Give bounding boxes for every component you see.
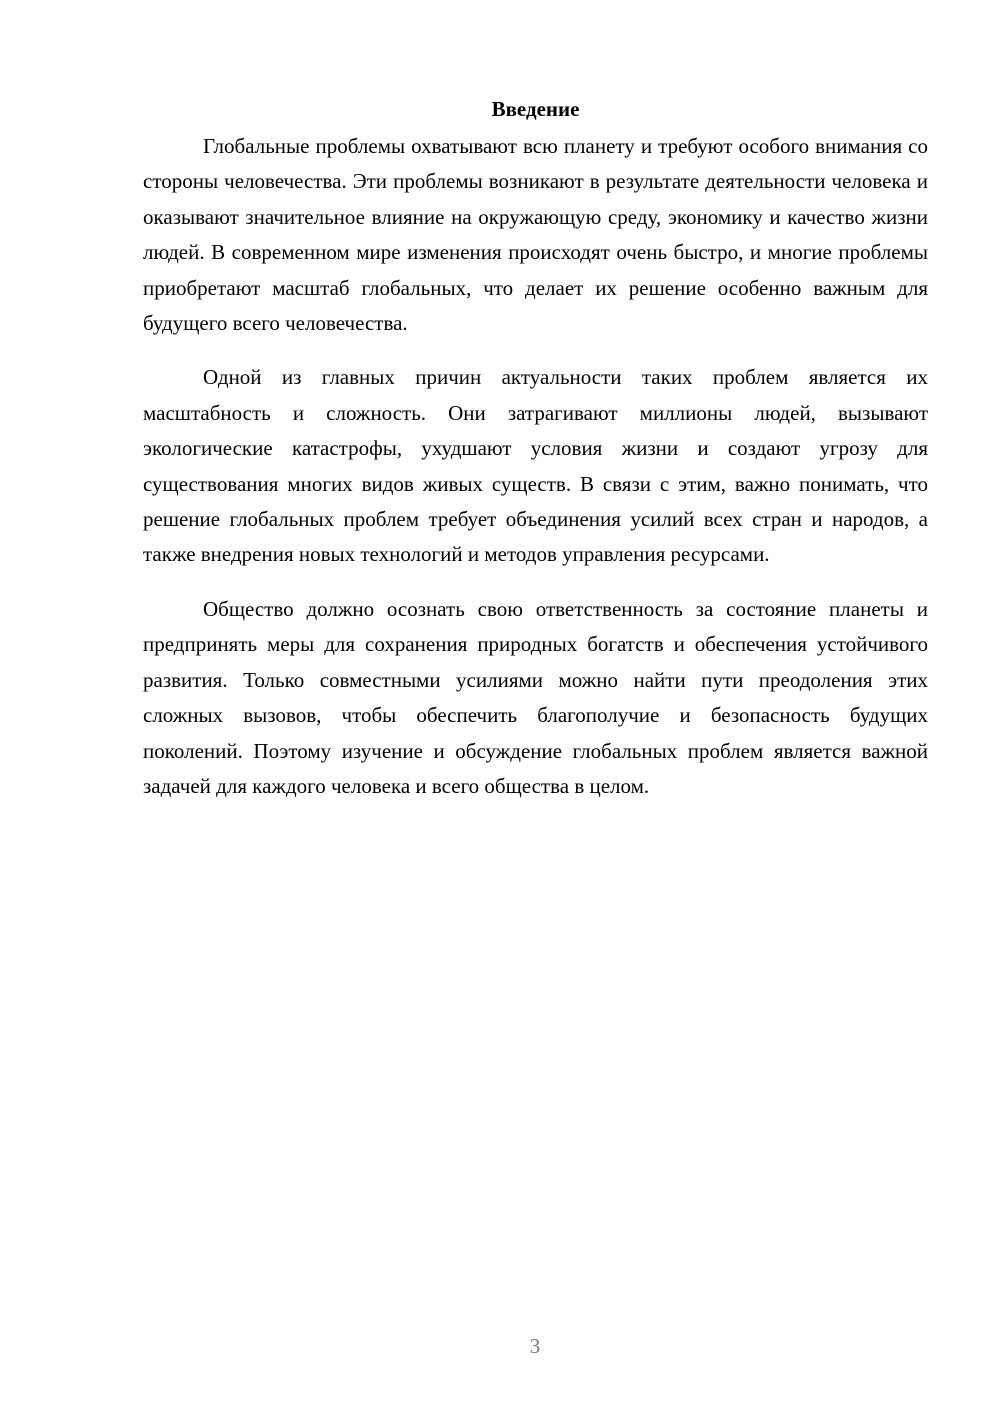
paragraph-3: Общество должно осознать свою ответственность за состояние планеты и предпринять меры для сохранения природных богатств и обеспечения устойчивого развития. Только совместными усилиями можно найти пути преодоления этих сложных вызовов, чтобы обеспечить благополучие и безопасность будущих поколений. Поэтому изучение и обсуждение глобальных проблем является важной задачей для каждого человека и всего общества в целом.	[143, 596, 928, 798]
document-body	[143, 92, 928, 823]
section-heading: Введение	[491, 97, 580, 121]
page-number: 3	[529, 1334, 541, 1358]
paragraph-2: Одной из главных причин актуальности таких проблем является их масштабность и сложность. Они затрагивают миллионы людей, вызывают экологические катастрофы, ухудшают условия жизни и создают угрозу для существования многих видов живых существ. В связи с этим, важно понимать, что решение глобальных проблем требует объединения усилий всех стран и народов, а также внедрения новых технологий и методов управления ресурсами.	[143, 365, 928, 567]
paragraph-1: Глобальные проблемы охватывают всю планету и требуют особого внимания со стороны человечества. Эти проблемы возникают в результате деятельности человека и оказывают значительное влияние на окружающую среду, экономику и качество жизни людей. В современном мире изменения происходят очень быстро, и многие проблемы приобретают масштаб глобальных, что делает их решение особенно важным для будущего всего человечества.	[143, 134, 928, 336]
